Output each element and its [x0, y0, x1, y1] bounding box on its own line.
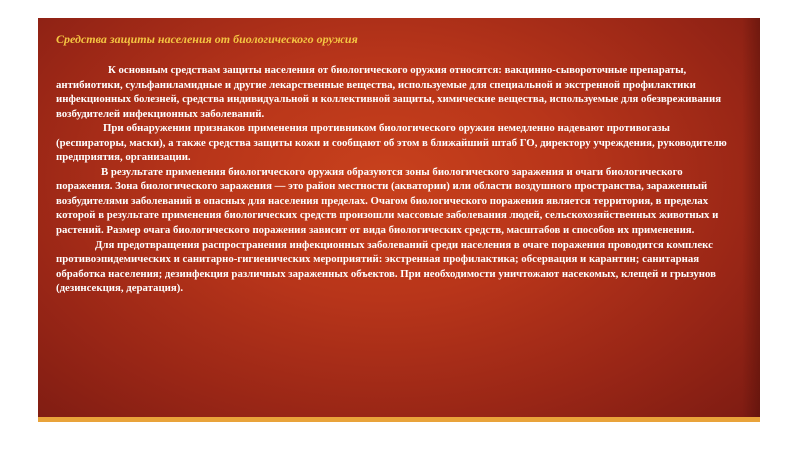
- slide-body: [56, 63, 738, 296]
- slide-title: Средства защиты населения от биологического оружия: [56, 32, 358, 46]
- paragraph-zones: В результате применения биологического оружия образуются зоны биологического заражения и очаги биологического поражения. Зона биологического заражения — это район местности (акватории) или области воздушного пространства, зараженный возбудителями заболеваний в опасных для населения пределах. Очагом биологического поражения является территория, в пределах которой в результате применения биологических средств произошли массовые заболевания людей, сельскохозяйственных животных и растений. Размер очага биологического поражения зависит от вида биологических средств, масштабов и способов их применения.: [56, 165, 719, 237]
- slide-edge-shadow: [742, 18, 760, 422]
- paragraph-prevention: Для предотвращения распространения инфекционных заболеваний среди населения в очаге поражения проводится комплекс противоэпидемических и санитарно-гигиенических мероприятий: экстренная профилактика; обсервация и карантин; санитарная обработка населения; дезинфекция различных зараженных объектов. При необходимости уничтожают насекомых, клещей и грызунов (дезинсекция, дератация).: [56, 238, 716, 295]
- paragraph-main-means: К основным средствам защиты населения от биологического оружия относятся: вакцинно-сывороточные препараты, антибиотики, сульфаниламидные и другие лекарственные вещества, используемые для специальной и экстренной профилактики инфекционных болезней, средства индивидуальной и коллективной защиты, химические вещества, используемые для обезвреживания возбудителей инфекционных заболеваний.: [56, 64, 722, 120]
- paragraph-detection: При обнаружении признаков применения противником биологического оружия немедленно надевают противогазы (респираторы, маски), а также средства защиты кожи и сообщают об этом в ближайший штаб ГО, директору учреждения, руководителю предприятия, организации.: [56, 122, 727, 164]
- bottom-accent-stripe: [38, 417, 760, 422]
- slide: [38, 18, 760, 422]
